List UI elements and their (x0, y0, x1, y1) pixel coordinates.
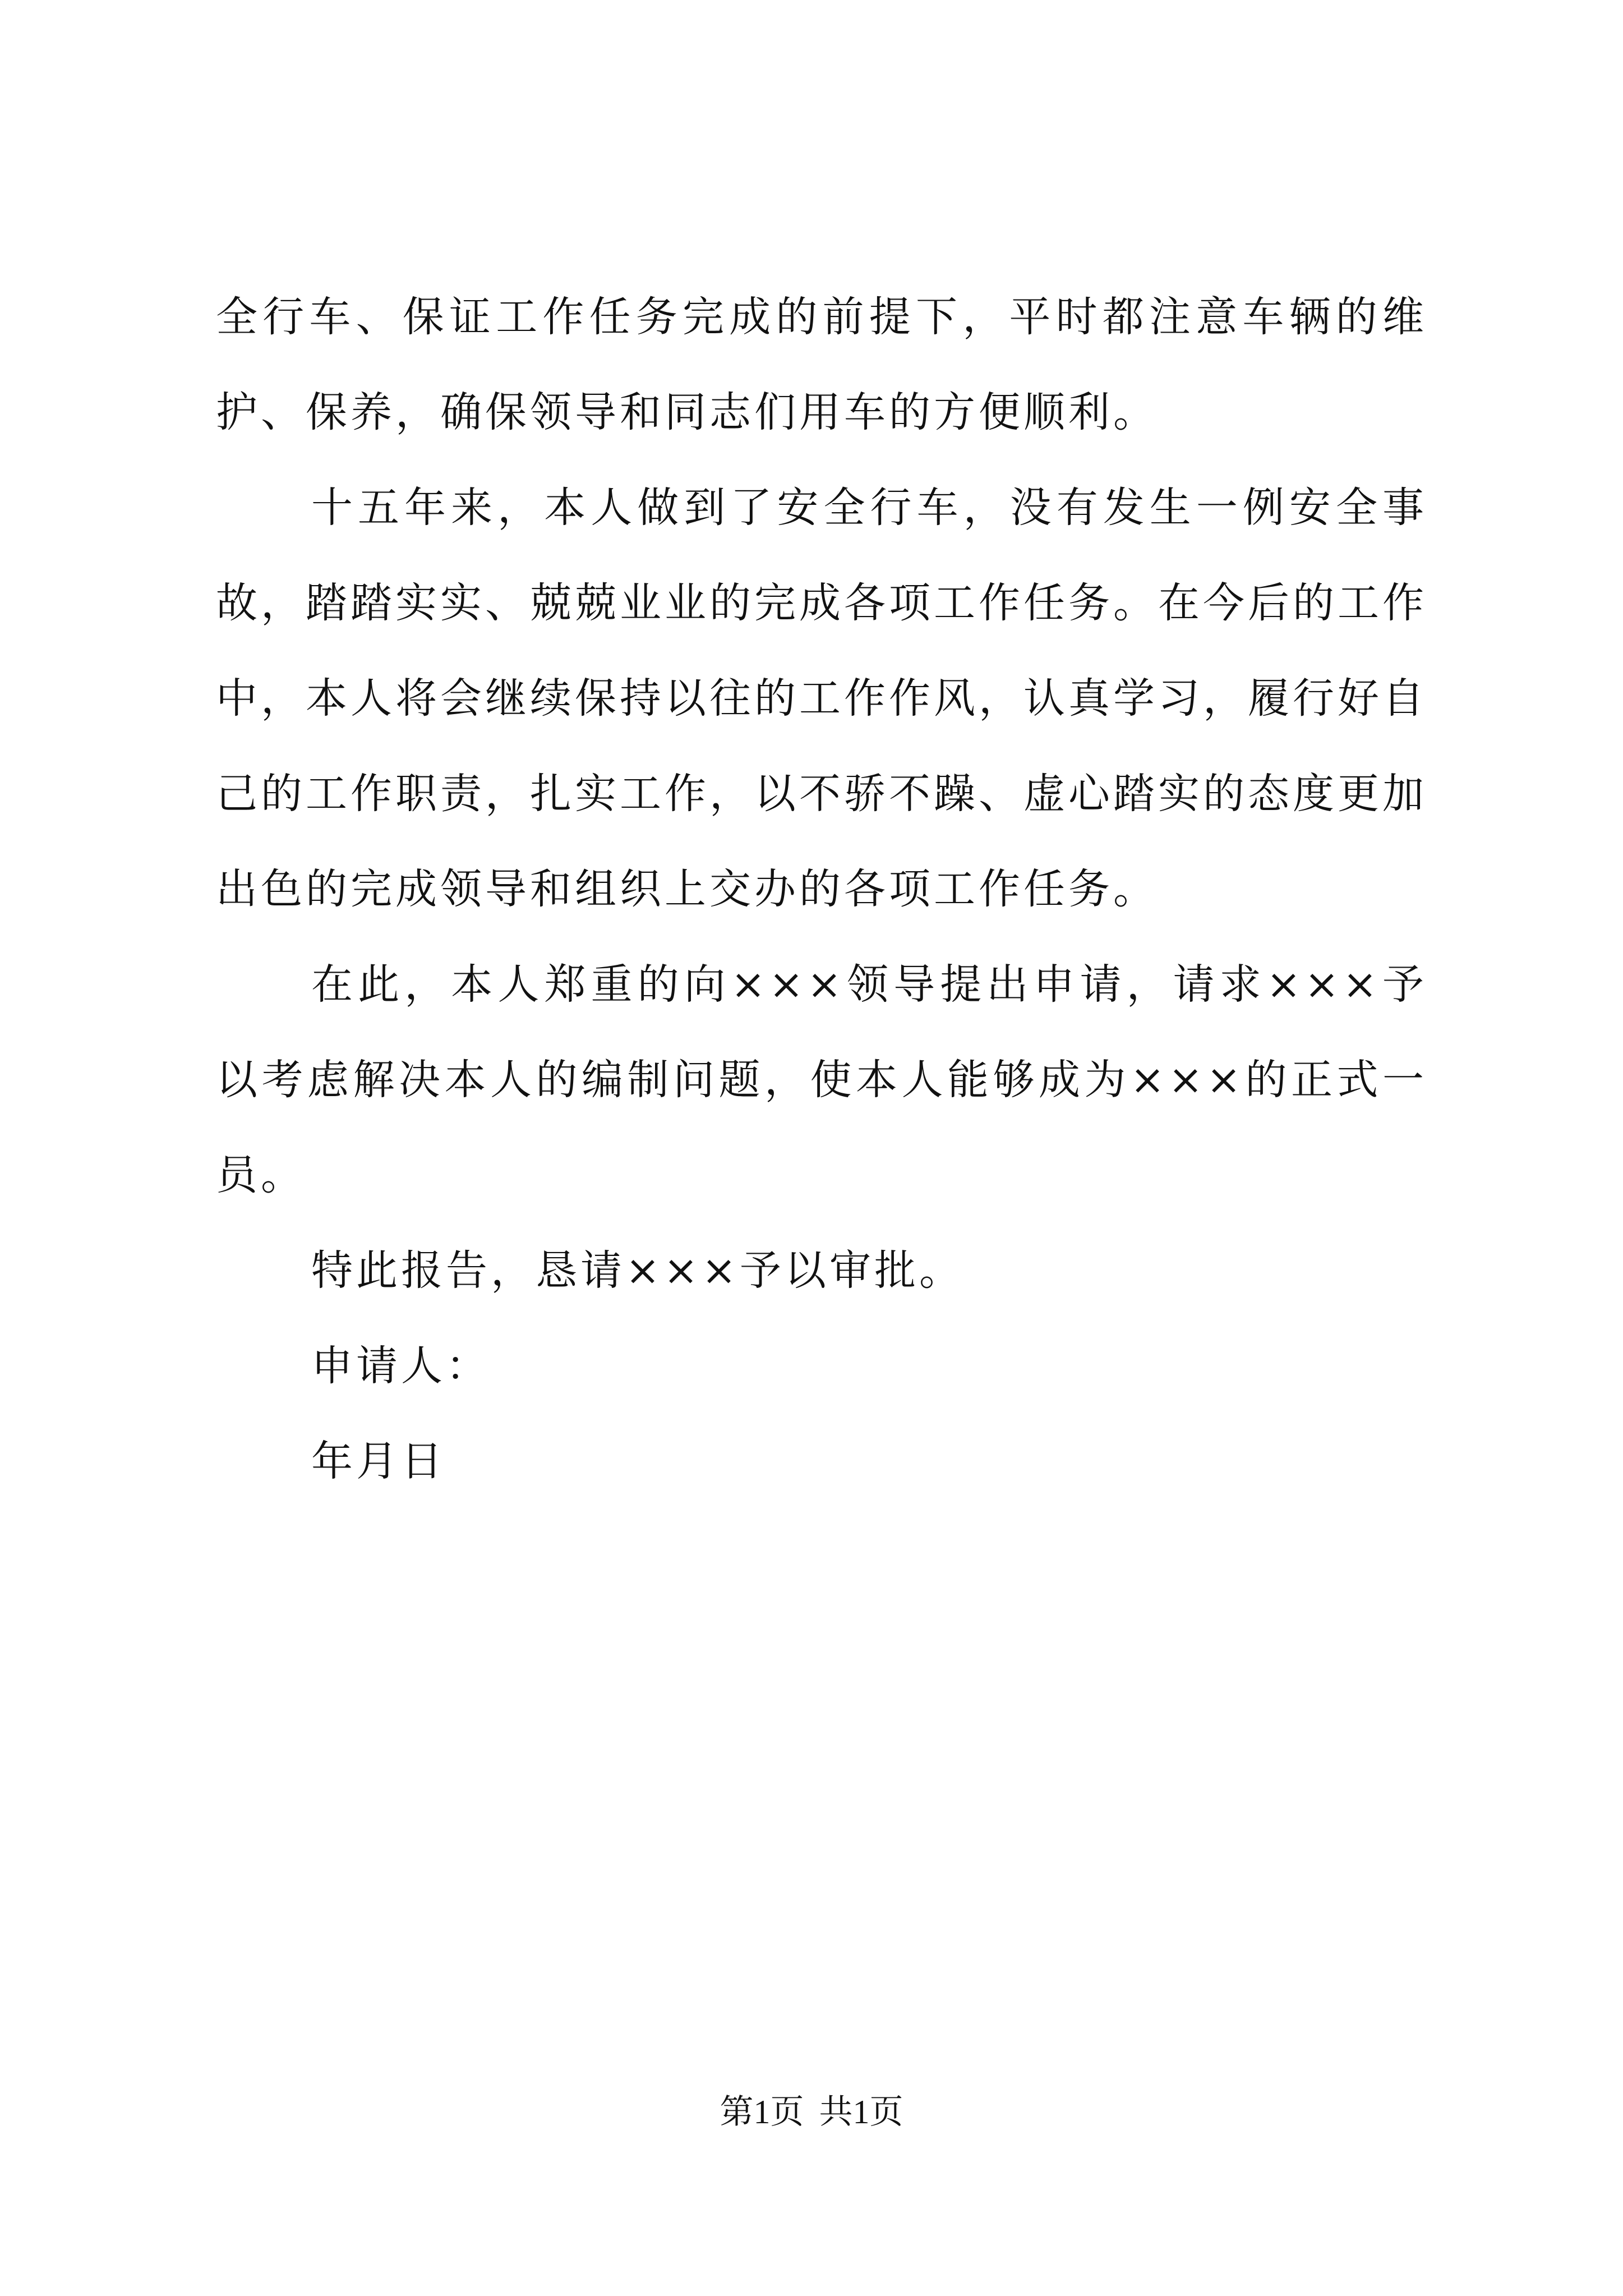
page-number: 第1页 (720, 2093, 804, 2131)
document-body (216, 269, 1427, 1509)
paragraph-closing: 特此报告，恳请×××予以审批。 (311, 1246, 965, 1295)
page-total: 共1页 (819, 2093, 903, 2131)
signature-applicant: 申请人： (311, 1342, 491, 1390)
paragraph-work-record: 十五年来，本人做到了安全行车，没有发生一例安全事故，踏踏实实、兢兢业业的完成各项工作任务。在今后的工作中，本人将会继续保持以往的工作作风，认真学习，履行好自己的工作职责，扎实工作，以不骄不躁、虚心踏实的态度更加出色的完成领导和组织上交办的各项工作任务。 (216, 484, 1427, 913)
paragraph-application: 在此，本人郑重的向×××领导提出申请，请求×××予以考虑解决本人的编制问题，使本人能够成为×××的正式一员。 (216, 960, 1427, 1199)
paragraph-continuation: 全行车、保证工作任务完成的前提下，平时都注意车辆的维护、保养，确保领导和同志们用车的方便顺利。 (216, 293, 1427, 436)
signature-date: 年月日 (311, 1437, 446, 1485)
page-footer (0, 2090, 1623, 2134)
